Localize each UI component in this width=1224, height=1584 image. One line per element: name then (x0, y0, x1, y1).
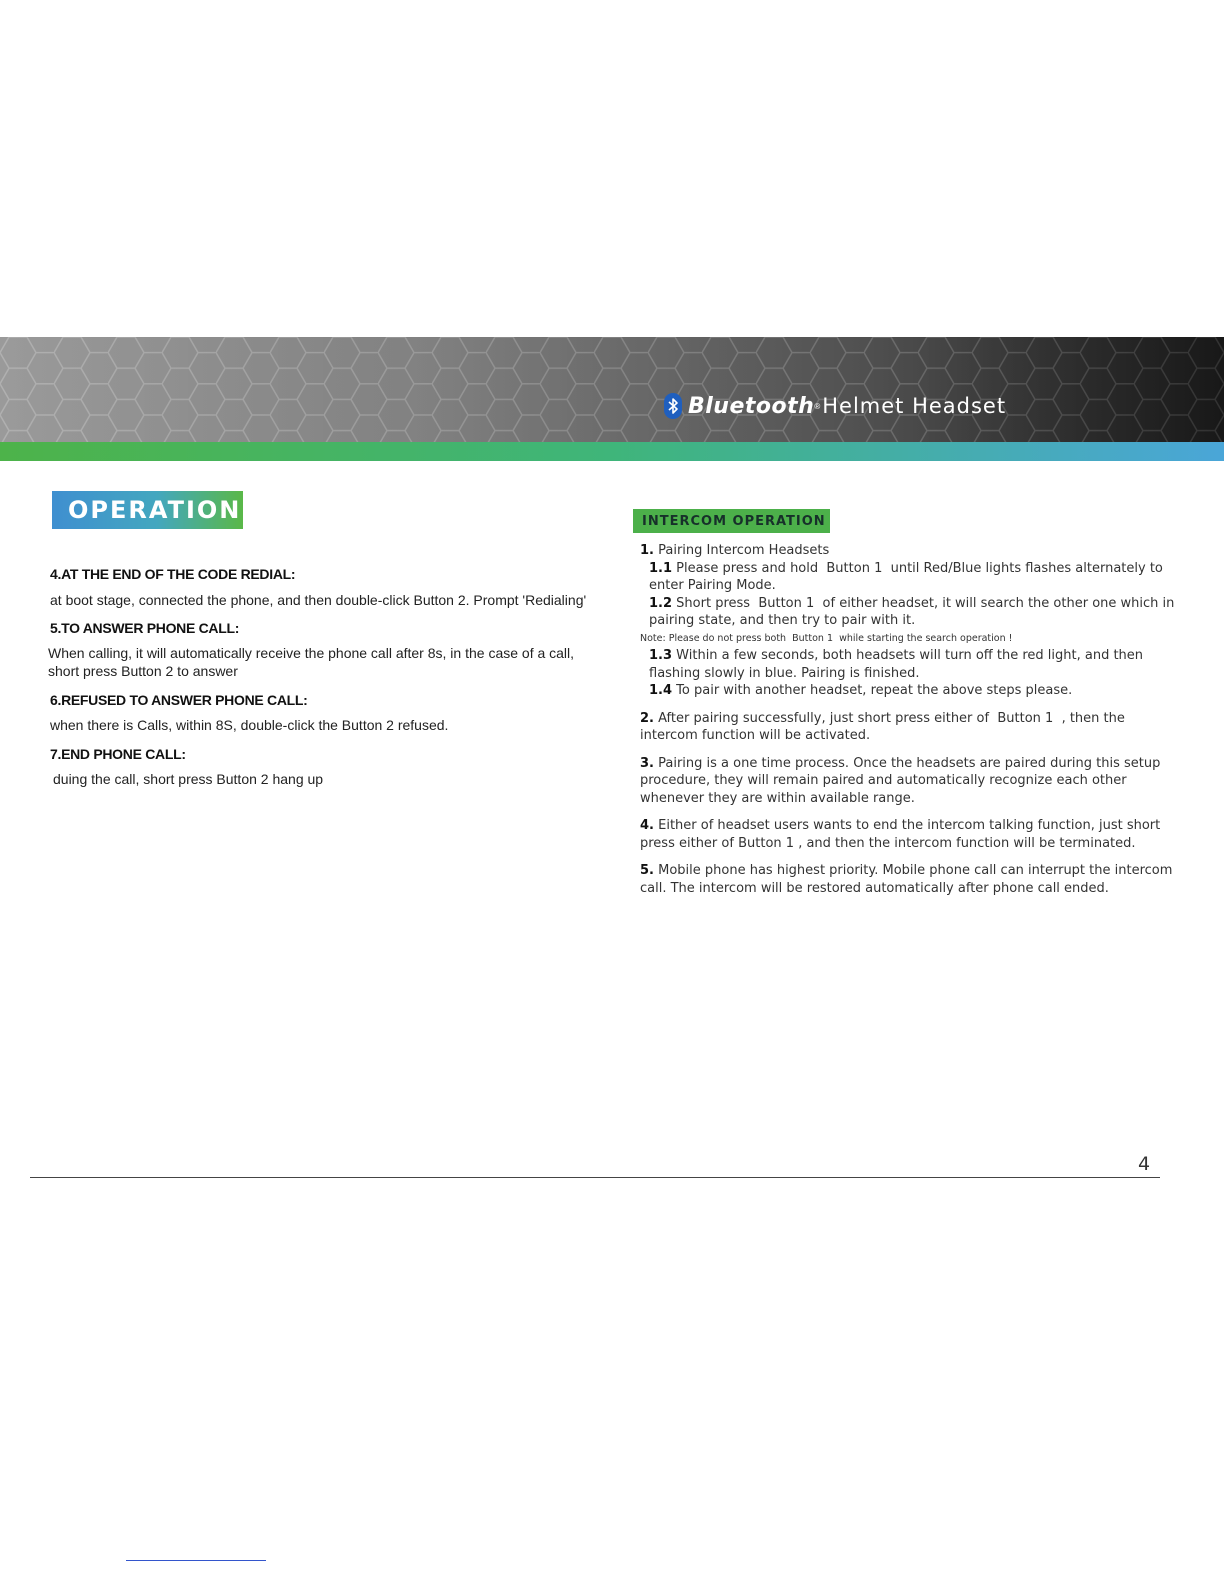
step-number: 4. (640, 818, 654, 833)
button-1-ref: Button 1 (792, 632, 834, 644)
decorative-line (126, 1560, 266, 1561)
step-number: 1. (640, 543, 654, 558)
button-1-ref: Button 1 (997, 710, 1054, 726)
operation-tag: OPERATION (52, 491, 243, 529)
registered-mark: ® (814, 401, 821, 411)
step-text: Within a few seconds, both headsets will turn off the red light, and then flashing slowly in blue. Pairing is finished. (649, 648, 1144, 681)
step-number: 2. (640, 710, 654, 726)
intercom-instructions (640, 542, 1180, 897)
product-title (664, 391, 1006, 421)
note-text: Note: Please do not press both (640, 632, 787, 644)
product-name: Helmet Headset (822, 394, 1007, 418)
brand-name: Bluetooth (688, 393, 815, 419)
note (640, 630, 1180, 648)
step-text: , and then the intercom function will be terminated. (798, 835, 1136, 851)
button-1-ref: Button 1 (826, 560, 883, 576)
section-heading: 6.REFUSED TO ANSWER PHONE CALL: (50, 692, 308, 708)
step-text: Mobile phone has highest priority. Mobile phone call can interrupt the intercom call. The intercom will be restored automatically after phone call ended. (640, 863, 1173, 896)
bluetooth-icon (664, 393, 682, 419)
section-heading: 5.TO ANSWER PHONE CALL: (50, 620, 240, 636)
header-banner (0, 337, 1224, 442)
step-text: Pairing Intercom Headsets (658, 543, 830, 558)
step-text: Short press (676, 595, 751, 611)
step-2 (640, 710, 1180, 745)
step-number: 1.3 (649, 648, 673, 663)
footer-rule (30, 1177, 1160, 1178)
step-3 (640, 755, 1180, 808)
step-text: until Red/Blue lights flashes alternately to enter Pairing Mode. (649, 560, 1163, 593)
step-1 (640, 542, 1180, 560)
step-4 (640, 817, 1180, 852)
section-text: When calling, it will automatically receive the phone call after 8s, in the case of a call, short press Button 2 to answer (48, 645, 575, 679)
intercom-tag: INTERCOM OPERATION (633, 509, 830, 533)
step-text: Pairing is a one time process. Once the headsets are paired during this setup procedure, they will remain paired and automatically recognize each other whenever they are within available range. (640, 755, 1161, 806)
hexagon-pattern (0, 337, 1224, 442)
step-text: of either headset, it will search the other one which in pairing state, and then try to pair with it. (649, 595, 1175, 628)
step-number: 1.2 (649, 595, 673, 611)
step-1-3 (640, 647, 1180, 682)
step-1-4 (640, 682, 1180, 700)
step-text: Either of headset users wants to end the intercom talking function, just short press either of (640, 818, 1161, 851)
step-5 (640, 862, 1180, 897)
color-stripe (0, 442, 1224, 461)
step-1-2 (640, 595, 1180, 630)
step-text: After pairing successfully, just short press either of (658, 710, 990, 726)
step-1-1 (640, 560, 1180, 595)
step-number: 1.4 (649, 683, 673, 698)
section-heading: 4.AT THE END OF THE CODE REDIAL: (50, 566, 296, 582)
step-text: To pair with another headset, repeat the above steps please. (676, 683, 1073, 698)
section-text: at boot stage, connected the phone, and then double-click Button 2. Prompt 'Redialing' (50, 592, 587, 608)
page-number: 4 (1138, 1153, 1151, 1175)
step-text: , then the intercom function will be activated. (640, 710, 1125, 743)
step-number: 5. (640, 863, 654, 878)
step-number: 3. (640, 755, 654, 771)
section-text: duing the call, short press Button 2 hang up (53, 771, 324, 787)
section-heading: 7.END PHONE CALL: (50, 746, 186, 762)
step-text: Please press and hold (676, 560, 819, 576)
button-1-ref: Button 1 (738, 835, 795, 851)
step-number: 1.1 (649, 560, 673, 576)
section-text: when there is Calls, within 8S, double-click the Button 2 refused. (50, 717, 449, 733)
note-text: while starting the search operation ! (839, 632, 1013, 644)
button-1-ref: Button 1 (758, 595, 815, 611)
